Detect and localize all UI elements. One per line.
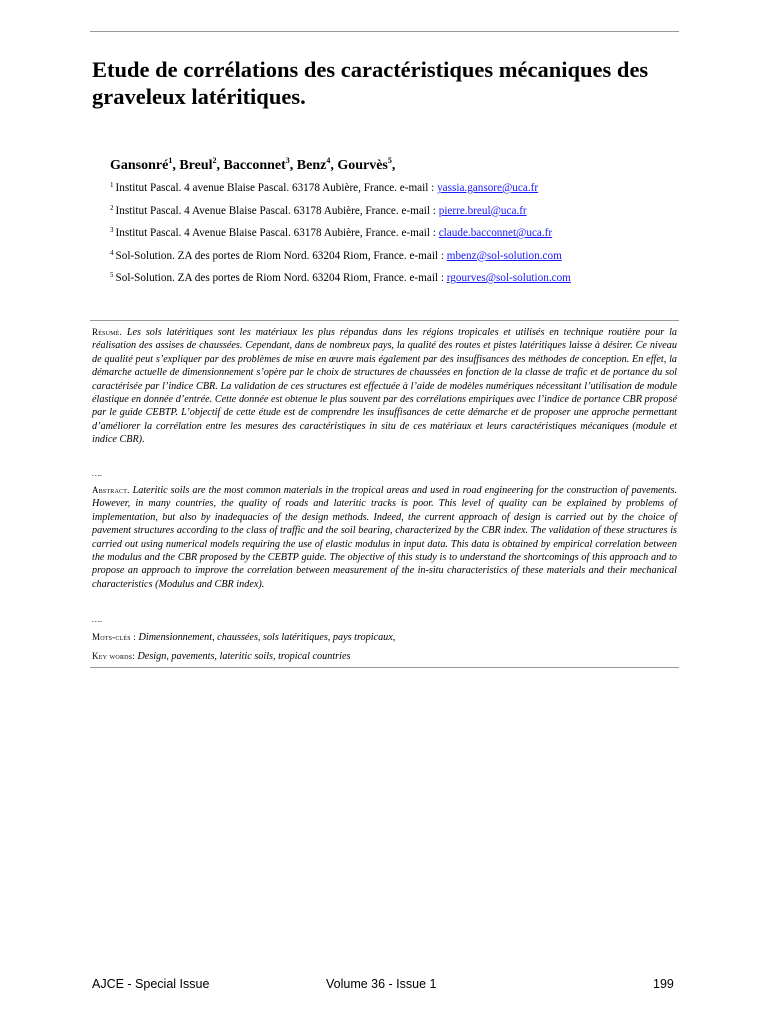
- keywords-fr: [92, 631, 677, 644]
- keywords-en-text: Design, pavements, lateritic soils, tropical countries: [134, 651, 351, 662]
- footer-page-number: 199: [653, 977, 674, 991]
- email-link[interactable]: mbenz@sol-solution.com: [446, 249, 562, 262]
- email-link[interactable]: yassia.gansore@uca.fr: [437, 182, 539, 194]
- resume-label: Résumé.: [92, 327, 122, 337]
- abstract-text: Lateritic soils are the most common materials in the tropical areas and used in road engineering for the construction of pavements. However, in many countries, the quality of roads and lateritic tracks is poor. This level of quality can be explained by problems of implementation, but also by inadequacies of the design methods. Indeed, the current approach of design is carried out by the choice of pavement structures according to the class of traffic and the soil bearing, characterized by the CBR index. The validation of these structures is carried out using numerical models requiring the use of elastic modulus in input data. This data is obtained by empirical correlation between the modulus and the CBR proposed by the CEBTP guide. The objective of this study is to understand the shortcomings of this approach and to propose an approach to improve the correlation between measurement of the in-situ characteristics of these materials and their mechanical characteristics (Modulus and CBR index).: [92, 485, 678, 590]
- email-link[interactable]: claude.bacconnet@uca.fr: [438, 227, 553, 239]
- author: Gansonré$^1$,: [110, 156, 180, 173]
- email-link[interactable]: rgourves@sol-solution.com: [446, 272, 571, 284]
- resume-text: Les sols latéritiques sont les matériaux les plus répandus dans les régions tropicales et utilisés en technique routière pour la réalisation des assises de chaussées. Cependant, dans de nombreux pays, la qualité des routes et pistes latéritiques laisse à désirer. Ce niveau de qualité peut s’expliquer par des problèmes de mise en œuvre mais également par des insuffisances des méthodes de conception. En effet, la démarche actuelle de dimensionnement s’opère par le choix de structures de chaussées en fonction de la classe de trafic et de portance du sol caractérisée par l’indice CBR. La validation de ces structures est effectuée à l’aide de modèles numériques nécessitant l’utilisation de module élastique en donnée d’entrée. Cette donnée est obtenue le plus souvent par des corrélations empiriques avec l’indice de portance CBR proposé par le guide CEBTP. L’objectif de cette étude est de comprendre les insuffisances de cette démarche et de proposer une approche permettant d’améliorer la corrélation entre les mesures des caractéristiques in situ de ces matériaux et leurs caractéristiques mécaniques (module et indice CBR).: [92, 327, 678, 446]
- abstract-paragraph: [92, 484, 677, 591]
- keywords-fr-label: Mots-clés :: [92, 632, 136, 642]
- keywords-en-label: Key words:: [92, 651, 135, 661]
- author: Gourvès$^5$,: [337, 156, 396, 173]
- email-link[interactable]: pierre.breul@uca.fr: [438, 204, 527, 217]
- footer-volume: Volume 36 - Issue 1: [326, 977, 437, 991]
- abstract-label: Abstract.: [92, 485, 130, 495]
- author: Breul$^2$,: [179, 156, 224, 173]
- keywords-en: [92, 650, 677, 663]
- affiliation: $^1$ Institut Pascal. 4 avenue Blaise Pascal. 63178 Aubière, France. e-mail : yassia.gansore@uca.fr: [110, 181, 539, 194]
- paper-title: Etude de corrélations des caractéristiques mécaniques des graveleux latéritiques.: [92, 57, 649, 109]
- abstract-bottom-rule: [90, 667, 679, 668]
- footer-journal: AJCE - Special Issue: [92, 977, 210, 991]
- affiliation: $^2$ Institut Pascal. 4 Avenue Blaise Pascal. 63178 Aubière, France. e-mail : pierre.breul@uca.fr: [110, 203, 527, 217]
- affiliation-list: [110, 181, 690, 294]
- resume-paragraph: [92, 326, 677, 447]
- affiliation: $^3$ Institut Pascal. 4 Avenue Blaise Pascal. 63178 Aubière, France. e-mail : claude.bacconnet@uca.fr: [110, 226, 553, 239]
- keywords-fr-text: Dimensionnement, chaussées, sols latéritiques, pays tropicaux,: [135, 632, 396, 643]
- author-list: [110, 156, 395, 174]
- author: Bacconnet$^3$,: [223, 156, 297, 173]
- ellipsis: ….: [92, 614, 103, 624]
- top-rule: [90, 31, 679, 32]
- affiliation: $^5$ Sol-Solution. ZA des portes de Riom Nord. 63204 Riom, France. e-mail : rgourves@sol-solution.com: [110, 271, 571, 284]
- affiliation: $^4$ Sol-Solution. ZA des portes de Riom Nord. 63204 Riom, France. e-mail : mbenz@sol-solution.com: [110, 248, 562, 262]
- author: Benz$^4$,: [296, 156, 338, 173]
- abstract-top-rule: [90, 320, 679, 321]
- ellipsis: ….: [92, 468, 103, 478]
